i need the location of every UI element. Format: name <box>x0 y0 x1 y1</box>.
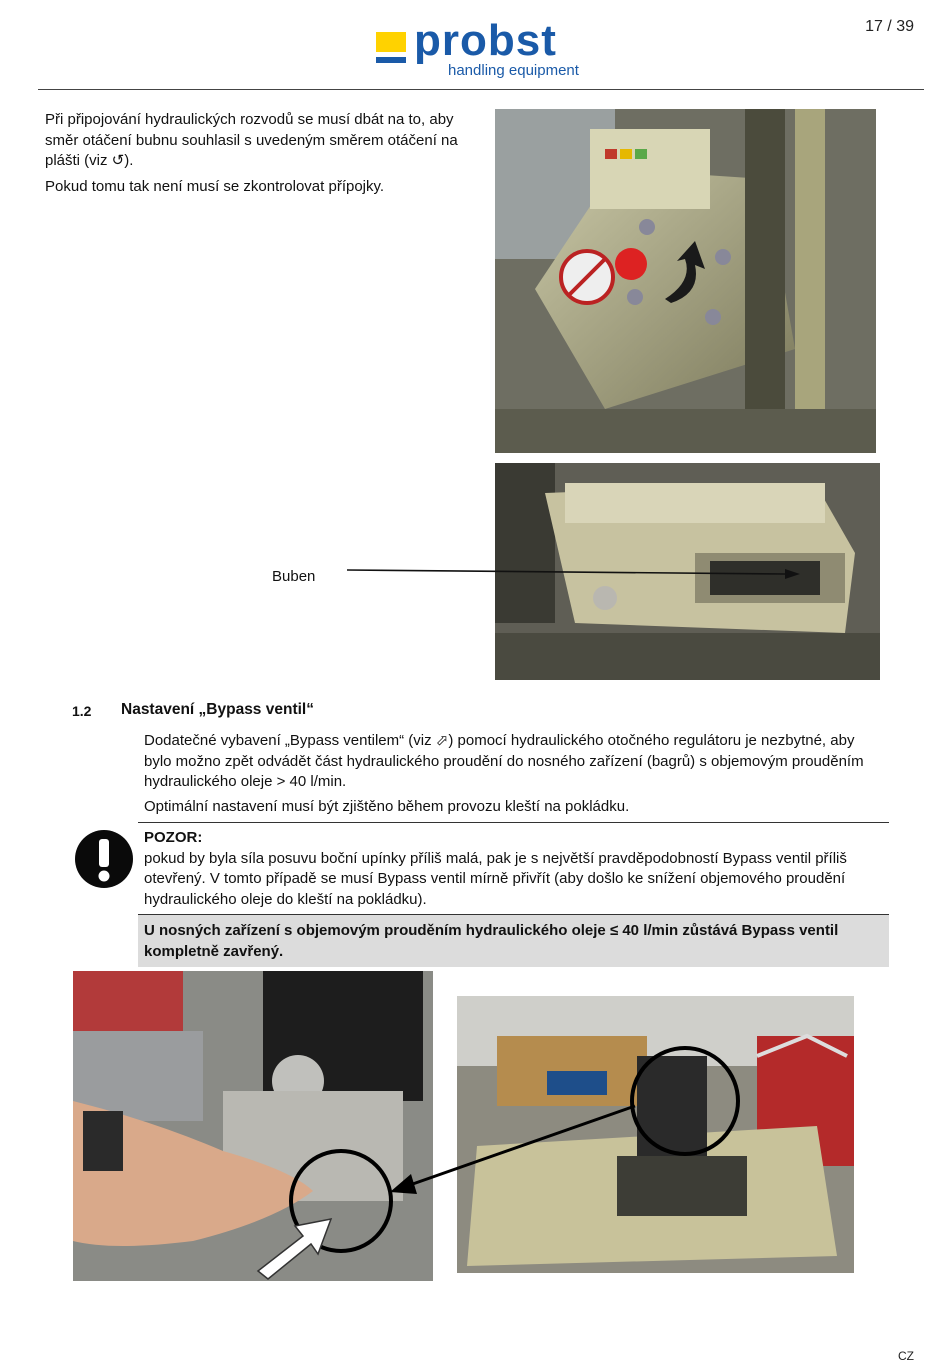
section-title: Nastavení „Bypass ventil“ <box>121 701 314 718</box>
intro-paragraph-2: Pokud tomu tak není musí se zkontrolovat přípojky. <box>45 177 385 195</box>
warning-block <box>144 828 884 910</box>
section-paragraph-1: Dodatečné vybavení „Bypass ventilem“ (viz ⬀) pomocí hydraulického otočného regulátoru je nezbytné, aby bylo možno zpět odvádět část hydraulického proudění do nosného zařízení (bagrů) s objemovým prouděním hydraulického oleje > 40 l/min. <box>144 732 864 790</box>
section-paragraph-2: Optimální nastavení musí být zjištěno během provozu kleští na pokládku. <box>144 797 630 815</box>
warning-title: POZOR: <box>144 829 203 846</box>
logo-wordmark: probst <box>414 16 557 65</box>
warning-top-rule <box>138 822 889 823</box>
language-code: CZ <box>898 1349 914 1363</box>
intro-text <box>45 110 485 202</box>
probst-logo <box>376 16 596 82</box>
page-number: 17 / 39 <box>865 18 914 35</box>
photo-drum-rotation <box>495 109 876 453</box>
photo-drum-rotation-illustration <box>495 109 876 453</box>
section-body <box>144 731 884 821</box>
intro-paragraph-1: Při připojování hydraulických rozvodů se musí dbát na to, aby směr otáčení bubnu souhlasil s uvedeným směrem otáčení na plášti (viz ↺). <box>45 111 458 169</box>
valve-pointer-arrow <box>385 1098 645 1198</box>
logo-yellow-bar <box>376 32 406 52</box>
photo-bypass-valve-hand <box>73 971 433 1281</box>
buben-pointer-arrow <box>345 562 805 582</box>
note-text: U nosných zařízení s objemovým prouděním hydraulického oleje ≤ 40 l/min zůstává Bypass ventil kompletně zavřený. <box>144 922 839 960</box>
section-number: 1.2 <box>72 703 92 719</box>
logo-tagline: handling equipment <box>448 62 579 79</box>
warning-text: pokud by byla síla posuvu boční upínky příliš malá, pak je s největší pravděpodobností Bypass ventil příliš otevřený. V tomto případě se musí Bypass ventil mírně přivřít (aby došlo ke snížení objemového proudění hydraulického oleje do kleští na pokládku). <box>144 849 847 908</box>
header-divider <box>38 89 924 90</box>
note-box <box>138 914 889 967</box>
exclamation-icon <box>74 829 134 889</box>
buben-label: Buben <box>272 568 316 585</box>
logo-blue-bar <box>376 57 406 63</box>
photo-bypass-valve-hand-illustration <box>73 971 433 1281</box>
